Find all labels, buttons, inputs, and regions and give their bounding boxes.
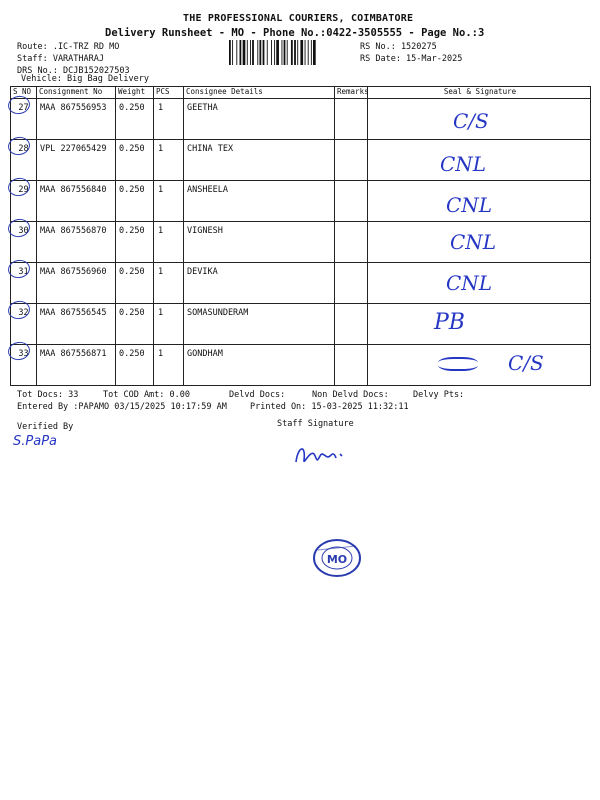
rs-date: RS Date: 15-Mar-2025 <box>360 54 463 64</box>
col-sno: S NO <box>11 87 37 99</box>
table-row <box>11 99 591 140</box>
table-row <box>11 263 591 304</box>
table-header-row <box>11 87 591 99</box>
barcode <box>229 40 351 65</box>
pcs-cell: 1 <box>154 140 184 181</box>
delivery-points: Delvy Pts: <box>413 390 465 400</box>
signature-cell <box>368 222 591 263</box>
signature-cell <box>368 99 591 140</box>
table-row <box>11 345 591 386</box>
col-pcs: PCS <box>154 87 184 99</box>
printed-on: Printed On: 15-03-2025 11:32:11 <box>250 402 409 412</box>
vehicle-line: Vehicle: Big Bag Delivery <box>21 74 149 84</box>
consignee-cell: SOMASUNDERAM <box>184 304 335 345</box>
total-docs: Tot Docs: 33 <box>17 390 79 400</box>
scribble-mark <box>438 357 478 371</box>
sno-cell: 29 <box>11 181 37 222</box>
mo-stamp <box>312 538 362 578</box>
pcs-cell: 1 <box>154 263 184 304</box>
remarks-cell <box>335 345 368 386</box>
handwritten-sign: CNL <box>440 152 487 176</box>
handwritten-sign: C/S <box>453 109 489 133</box>
handwritten-sign: PB <box>434 310 465 335</box>
consignment-cell: MAA 867556953 <box>37 99 116 140</box>
consignment-cell: VPL 227065429 <box>37 140 116 181</box>
runsheet-table <box>10 86 591 386</box>
pcs-cell: 1 <box>154 181 184 222</box>
table-row <box>11 140 591 181</box>
col-consignee: Consignee Details <box>184 87 335 99</box>
sno-cell: 32 <box>11 304 37 345</box>
signature-cell <box>368 263 591 304</box>
consignee-cell: GEETHA <box>184 99 335 140</box>
pcs-cell: 1 <box>154 345 184 386</box>
weight-cell: 0.250 <box>116 99 154 140</box>
weight-cell: 0.250 <box>116 181 154 222</box>
sno-cell: 30 <box>11 222 37 263</box>
signature-cell <box>368 140 591 181</box>
total-cod: Tot COD Amt: 0.00 <box>103 390 190 400</box>
sno-cell: 31 <box>11 263 37 304</box>
weight-cell: 0.250 <box>116 263 154 304</box>
consignee-cell: VIGNESH <box>184 222 335 263</box>
col-remarks: Remarks <box>335 87 368 99</box>
consignment-cell: MAA 867556545 <box>37 304 116 345</box>
col-seal: Seal & Signature <box>368 87 591 99</box>
consignee-cell: CHINA TEX <box>184 140 335 181</box>
col-weight: Weight <box>116 87 154 99</box>
staff-line: Staff: VARATHARAJ <box>17 54 104 64</box>
consignee-cell: DEVIKA <box>184 263 335 304</box>
consignment-cell: MAA 867556840 <box>37 181 116 222</box>
company-name: THE PROFESSIONAL COURIERS, COIMBATORE <box>183 13 414 24</box>
remarks-cell <box>335 181 368 222</box>
handwritten-sign: CNL <box>450 230 497 254</box>
verifier-signature: S.PaPa <box>13 434 57 449</box>
table-row <box>11 304 591 345</box>
table-row <box>11 181 591 222</box>
non-delivered-docs: Non Delvd Docs: <box>312 390 389 400</box>
pcs-cell: 1 <box>154 222 184 263</box>
consignee-cell: ANSHEELA <box>184 181 335 222</box>
table-row <box>11 222 591 263</box>
signature-cell <box>368 181 591 222</box>
signature-cell <box>368 304 591 345</box>
handwritten-sign: C/S <box>508 351 544 375</box>
sno-cell: 28 <box>11 140 37 181</box>
weight-cell: 0.250 <box>116 345 154 386</box>
staff-signature <box>292 440 352 470</box>
consignee-cell: GONDHAM <box>184 345 335 386</box>
consignment-cell: MAA 867556871 <box>37 345 116 386</box>
consignment-cell: MAA 867556870 <box>37 222 116 263</box>
remarks-cell <box>335 222 368 263</box>
runsheet-title: Delivery Runsheet - MO - Phone No.:0422-3505555 - Page No.:3 <box>105 27 485 39</box>
delivered-docs: Delvd Docs: <box>229 390 286 400</box>
verified-by-label: Verified By <box>17 422 74 432</box>
sno-cell: 27 <box>11 99 37 140</box>
col-consignment: Consignment No <box>37 87 116 99</box>
weight-cell: 0.250 <box>116 222 154 263</box>
rs-number: RS No.: 1520275 <box>360 42 437 52</box>
staff-signature-label: Staff Signature <box>277 419 354 429</box>
pcs-cell: 1 <box>154 304 184 345</box>
handwritten-sign: CNL <box>446 271 493 295</box>
weight-cell: 0.250 <box>116 304 154 345</box>
drs-line: DRS No.: DCJB152027503 <box>17 66 130 76</box>
consignment-cell: MAA 867556960 <box>37 263 116 304</box>
remarks-cell <box>335 263 368 304</box>
pcs-cell: 1 <box>154 99 184 140</box>
sno-cell: 33 <box>11 345 37 386</box>
stamp-text: MO <box>326 553 348 566</box>
remarks-cell <box>335 304 368 345</box>
entered-by: Entered By :PAPAMO 03/15/2025 10:17:59 AM <box>17 402 227 412</box>
remarks-cell <box>335 99 368 140</box>
signature-cell <box>368 345 591 386</box>
remarks-cell <box>335 140 368 181</box>
handwritten-sign: CNL <box>446 193 493 217</box>
route-line: Route: .IC-TRZ RD MO <box>17 42 120 52</box>
weight-cell: 0.250 <box>116 140 154 181</box>
